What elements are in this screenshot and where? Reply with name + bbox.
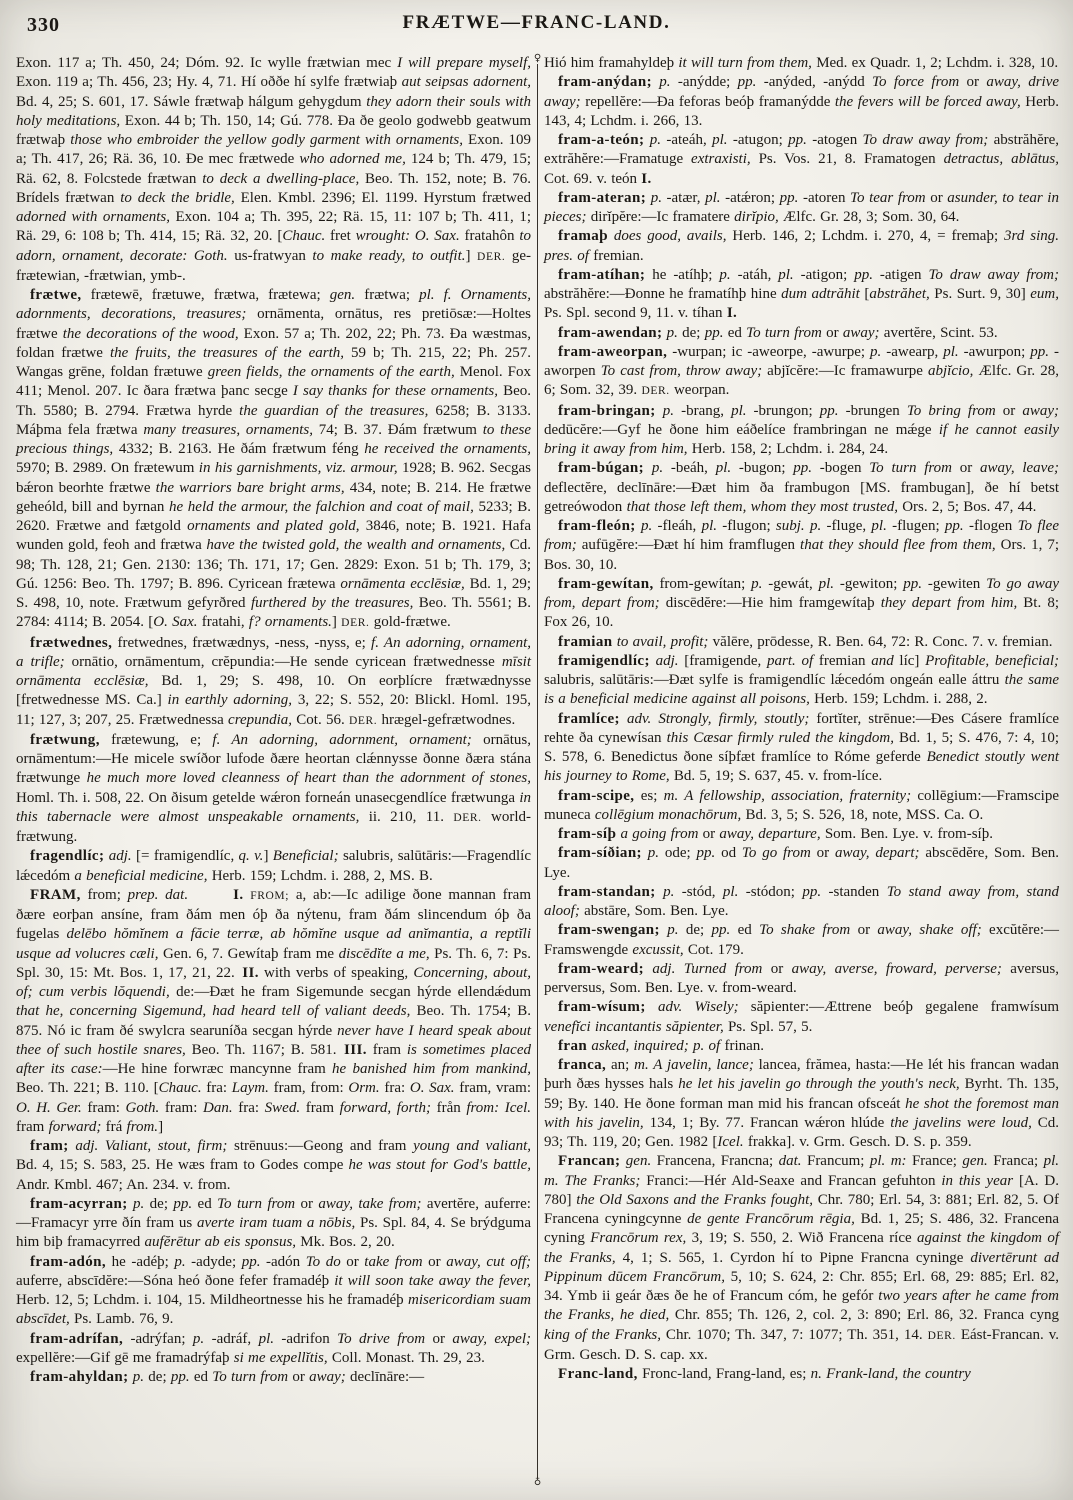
divider-ornament-bottom-icon: ♁ xyxy=(533,1477,542,1488)
divider-ornament-top-icon: ♀ xyxy=(533,53,542,64)
entry-fram-ahyldan-continued: Hió him framahyldeþ it will turn from them, Med. ex Quadr. 1, 2; Lchdm. i. 328, 10. xyxy=(544,55,1059,71)
entry-framian: framian to avail, profit; vălēre, prōdesse, R. Ben. 64, 72: R. Conc. 7. v. fremian. xyxy=(558,633,1053,650)
entry-fragendlic: fragendlíc; adj. [= framigendlíc, q. v.] Beneficial; salubris, salūtāris:—Fragendlíc lǽcedóm a beneficial medicine, Herb. 159; Lchdm. i. 288, 2, MS. B. xyxy=(16,848,531,884)
entry-framath: framaþ does good, avails, Herb. 146, 2; Lchdm. i. 270, 4, = fremaþ; 3rd sing. pres. of fremian. xyxy=(544,228,1059,264)
entry-fram-bringan: fram-bringan; p. -brang, pl. -brungon; pp. -brungen To bring from or away; dedūcĕre:—Gyf he ðone him eáðelíce frambringan ne mǽge if he cannot easily bring it away from him, Herb. 158, 2; Lchdm. i. 284, 24. xyxy=(544,402,1059,457)
entry-fram-gewitan: fram-gewítan, from-gewítan; p. -gewát, pl. -gewiton; pp. -gewiten To go away from, depart from; discēdĕre:—Hie him framgewítaþ they depart from him, Bt. 8; Fox 26, 10. xyxy=(544,575,1060,631)
entry-fram-sithian: fram-síðian; p. ode; pp. od To go from or away, depart; abscēdĕre, Som. Ben. Lye. xyxy=(544,845,1060,881)
entry-franc-land: Franc-land, Fronc-land, Frang-land, es; n. Frank-land, the country xyxy=(558,1366,971,1382)
entry-fram-sith: fram-síþ a going from or away, departure, Som. Ben. Lye. v. from-síþ. xyxy=(558,826,993,842)
right-column xyxy=(544,54,1059,1490)
page-number: 330 xyxy=(27,14,60,36)
entry-fraetwian-continued: Exon. 117 a; Th. 450, 24; Dóm. 92. Ic wylle frætwian mec I will prepare myself, Exon. 119 a; Th. 456, 23; Hy. 4, 71. Hí oððe hí sylfe frætwiaþ aut seipsas adornent, Bd. 4, 25; S. 601, 17. Sáwle frætwaþ hálgum gehygdum they adorn their souls with holy meditations, Exon. 44 b; Th. 150, 14; Gú. 778. Ða ðe geolo godwebb geatwum frætwaþ those who embroider the yellow godly garment with ornaments, Exon. 109 a; Th. 417, 26; Rä. 36, 10. Ðe mec frætwede who adorned me, 124 b; Th. 479, 15; Rä. 62, 8. Folcstede frætwan to deck a dwelling-place, Beo. Th. 152, note; B. 76. Brídels frætwan to deck the bridle, Elen. Kmbl. 2396; El. 1199. Hyrstum frætwed adorned with ornaments, Exon. 104 a; Th. 395, 22; Rä. 15, 11: 107 b; Th. 411, 1; Rä. 29, 6: 108 b; Th. 414, 15; Rä. 32, 20. [Chauc. fret wrought: O. Sax. fratahôn to adorn, ornament, decorate: Goth. us-fratwyan to make ready, to outfit.] DER. ge-frætewian, -frætwian, ymb-. xyxy=(16,55,532,284)
entry-francan: Francan; gen. Francena, Francna; dat. Francum; pl. m: France; gen. Franca; pl. m. The Franks; Franci:—Hér Ald-Seaxe and Francan gefuhton in this year [A. D. 780] the Old Saxons and the Franks fought, Chr. 780; Erl. 54, 3: 881; Erl. 82, 5. Of Francena cyningcynne de gente Francōrum rēgia, Bd. 1, 25; S. 486, 32. Francena cyning Francōrum rex, 3, 19; S. 550, 2. Wið Francena ríce against the kingdom of the Franks, 4, 1; S. 565, 1. Cyrdon hí to Pipne Francna cyninge divertērunt ad Pippinum dūcem Francōrum, 5, 10; S. 624, 2: Chr. 855; Erl. 68, 29: 885; Erl. 82, 34. Ymb ii geár ðæs ðe he of Francum cóm, he gefór two years after he came from the Franks, he died, Chr. 855; Th. 126, 2, col. 2, 3: 890; Erl. 86, 32. Franca cyng king of the Franks, Chr. 1070; Th. 347, 7: 1077; Th. 351, 14. DER. Eást-Francan. v. Grm. Gesch. D. S. cap. xx. xyxy=(544,1153,1060,1363)
entry-fram-adrifan: fram-adrífan, -adrýfan; p. -adráf, pl. -adrifon To drive from or away, expel; expellĕre:—Gif gē me framadrýfaþ si me expellĭtis, Coll. Monast. Th. 29, 23. xyxy=(16,1330,531,1366)
entry-framigendlic: framigendlíc; adj. [framigende, part. of fremian and líc] Profitable, beneficial; salubris, salūtāris:—Ðæt sylfe is framigendlíc lǽcedóm ongeán ealle áttru the same is a beneficial medicine against all poisons, Herb. 159; Lchdm. i. 288, 2. xyxy=(544,652,1059,708)
entry-fraetwung: frætwung, frætewung, e; f. An adorning, adornment, ornament; ornātus, ornāmentum:—He micele swíðor lufode ðære heortan clǽnnysse ðonne ðæra stána frætwunge he much more loved cleanness of heart than the adornment of stones, Homl. Th. i. 508, 22. On ðisum getelde wǽron forneán unasecgendlíce frætwunga in this tabernacle were almost unspeakable ornaments, ii. 210, 11. DER. world-frætwung. xyxy=(16,731,532,845)
entry-fram-prep: FRAM, from; prep. dat. I. FROM; a, ab:—Ic adilige ðone mannan fram ðære eorþan ansíne, fram ðám men óþ ða nýtenu, fram ðám slincendum óþ ða fugelas delēbo hŏmĭnem a făcie terræ, ab hŏmĭne usque ad anĭmantia, a reptĭli usque ad volucres cæli, Gen. 6, 7. Gewítaþ fram me discēdĭte a me, Ps. Th. 6, 7: Ps. Spl. 30, 15: Mt. Bos. 1, 17, 21, 22. II. with verbs of speaking, Concerning, about, of; cum verbis lŏquendi, de:—Ðæt he fram Sigemunde secgan hýrde ellendǽdum that he, concerning Sigemund, had heard tell of valiant deeds, Beo. Th. 1754; B. 875. Nó ic fram ðé swylcra searuníða secgan hýrde never have I heard speak about thee of such hostile snares, Beo. Th. 1167; B. 581. III. fram is sometimes placed after its case:—He hine forwræc mancynne fram he banished him from mankind, Beo. Th. 221; B. 110. [Chauc. fra: Laym. fram, from: Orm. fra: O. Sax. fram, vram: O. H. Ger. fram: Goth. fram: Dan. fra: Swed. fram forward, forth; från from: Icel. fram forward; frá from.] xyxy=(16,886,531,1135)
entry-fram-aweorpan: fram-aweorpan, -wurpan; ic -aweorpe, -awurpe; p. -awearp, pl. -awurpon; pp. -aworpen To cast from, throw away; abjĭcĕre:—Ic framawurpe abjĭcio, Ælfc. Gr. 28, 6; Som. 32, 39. DER. weorpan. xyxy=(544,343,1059,399)
page-body xyxy=(16,54,1059,1490)
divider-rule xyxy=(537,64,538,1478)
entry-fram-standan: fram-standan; p. -stód, pl. -stódon; pp. -standen To stand away from, stand aloof; abstāre, Som. Ben. Lye. xyxy=(544,883,1060,919)
entry-fram-fleon: fram-fleón; p. -fleáh, pl. -flugon; subj. p. -fluge, pl. -flugen; pp. -flogen To flee from; aufūgĕre:—Ðæt hí him framflugen that they should flee from them, Ors. 1, 7; Bos. 30, 10. xyxy=(544,518,1059,573)
left-column xyxy=(16,54,531,1490)
entry-fram-awendan: fram-awendan; p. de; pp. ed To turn from or away; avertĕre, Scint. 53. xyxy=(558,324,998,341)
entry-fram-wisum: fram-wísum; adv. Wisely; săpienter:—Ættrene beóþ gegalene framwísum venefĭci incantantis săpienter, Ps. Spl. 57, 5. xyxy=(544,999,1059,1035)
page-title: FRÆTWE—FRANC-LAND. xyxy=(402,12,671,33)
entry-franca: franca, an; m. A javelin, lance; lancea, frămea, hasta:—He lét his francan wadan þurh ðæs hysses hals he let his javelin go through the youth's neck, Byrht. Th. 135, 59; By. 140. He ðone forman man mid his francan ofsceát he shot the foremost man with his javelin, 134, 1; By. 77. Francan wǽron hlúde the javelins were loud, Cd. 93; Th. 119, 20; Gen. 1982 [Icel. frakka]. v. Grm. Gesch. D. S. p. 359. xyxy=(544,1057,1060,1150)
entry-fram-adon: fram-adón, he -adéþ; p. -adyde; pp. -adón To do or take from or away, cut off; auferre, abscīdĕre:—Sóna heó ðone fefer framadéþ it will soon take away the fever, Herb. 12, 5; Lchdm. i. 104, 15. Mildheortnesse his he framadéþ misericordiam suam abscīdet, Ps. Lamb. 76, 9. xyxy=(16,1253,532,1328)
entry-fraetwe: frætwe, frætewē, frætuwe, frætwa, frætewa; gen. frætwa; pl. f. Ornaments, adornments, decorations, treasures; ornāmenta, ornātus, res pretiōsæ:—Holtes frætwe the decorations of the wood, Exon. 57 a; Th. 202, 22; Ph. 73. Ða wæstmas, foldan frætwe the fruits, the treasures of the earth, 59 b; Th. 215, 22; Ph. 257. Wangas grēne, foldan frætuwe green fields, the ornaments of the earth, Menol. Fox 411; Menol. 207. Ic ðara frætwa þanc secge I say thanks for these ornaments, Beo. Th. 5580; B. 2794. Frætwa hyrde the guardian of the treasures, 6258; B. 3133. Máþma fela frætwa many treasures, ornaments, 74; B. 37. Ðám frætwum to these precious things, 4332; B. 2163. He ðám frætwum féng he received the ornaments, 5970; B. 2989. On frætewum in his garnishments, viz. armour, 1928; B. 962. Secgas bǽron beorhte frætwe the warriors bare bright arms, 434, note; B. 214. He frætwe geheóld, bill and byrnan he held the armour, the falchion and coat of mail, 5233; B. 2620. Frætwe and fætgold ornaments and plated gold, 3846, note; B. 1921. Hafa wunden gold, feoh and frætwa have the twisted gold, the wealth and ornaments, Cd. 98; Th. 128, 21; Gen. 2130: 136; Th. 171, 17; Gen. 2829: Exon. 51 b; Th. 179, 3; Gú. 1256: Beo. Th. 1797; B. 896. Cyricean frætewa ornāmenta ecclēsiæ, Bd. 1, 29; S. 498, 10, note. Frætwum gefyrðred furthered by the treasures, Beo. Th. 5561; B. 2784: 4114; B. 2054. [O. Sax. fratahi, f? ornaments.] DER. gold-frætwe. xyxy=(16,287,532,631)
entry-fram-bugan: fram-búgan; p. -beáh, pl. -bugon; pp. -bogen To turn from or away, leave; deflectĕre, declīnāre:—Ðæt him ða frambugon [MS. frambugan], ðe hí betst getreówodon that those left them, whom they most trusted, Ors. 2, 5; Bos. 47, 44. xyxy=(544,460,1059,515)
entry-fran: fran asked, inquired; p. of frinan. xyxy=(558,1037,765,1054)
entry-fram-ahyldan: fram-ahyldan; p. de; pp. ed To turn from or away; declīnāre:— xyxy=(30,1369,425,1385)
page-header xyxy=(0,12,1073,52)
entry-fram-scipe: fram-scipe, es; m. A fellowship, association, fraternity; collēgium:—Framscipe muneca collēgium monachōrum, Bd. 3, 5; S. 526, 18, note, MSS. Ca. O. xyxy=(544,787,1059,823)
entry-fram-anydan: fram-anýdan; p. -anýdde; pp. -anýded, -anýdd To force from or away, drive away; repellĕre:—Ða feforas beóþ framanýdde the fevers will be forced away, Herb. 143, 4; Lchdm. i. 266, 13. xyxy=(544,74,1060,129)
entry-fram-atihan: fram-atíhan; he -atíhþ; p. -atáh, pl. -atigon; pp. -atigen To draw away from; abstrăhĕre:—Ðonne he framatíhþ hine dum adtrăhit [abstrăhet, Ps. Surt. 9, 30] eum, Ps. Spl. second 9, 11. v. tíhan I. xyxy=(544,266,1059,322)
entry-fram-swengan: fram-swengan; p. de; pp. ed To shake from or away, shake off; excŭtĕre:—Framswengde excussit, Cot. 179. xyxy=(544,922,1060,958)
entry-fram-acyrran: fram-acyrran; p. de; pp. ed To turn from or away, take from; avertĕre, auferre:—Framacyr yrre ðín fram us averte iram tuam a nōbis, Ps. Spl. 84, 4. Se brýdguma him biþ framacyrred aufĕrētur ab eis sponsus, Mk. Bos. 2, 20. xyxy=(16,1195,531,1251)
entry-fram-ateran: fram-ateran; p. -atær, pl. -atǽron; pp. -atoren To tear from or asunder, to tear in pieces; dirĭpĕre:—Ic framatere dirĭpio, Ælfc. Gr. 28, 3; Som. 30, 64. xyxy=(544,189,1059,225)
entry-fraetwednes: frætwednes, fretwednes, frætwædnys, -ness, -nyss, e; f. An adorning, ornament, a trifle; ornātio, ornāmentum, crĕpundia:—He sende cyricean frætwednesse mīsit ornāmenta ecclēsiæ, Bd. 1, 29; S. 498, 10. On eorþlícre frætwædnysse [fretwednesse MS. Ca.] in earthly adorning, 3, 22; S. 552, 20: Blickl. Homl. 195, 11; 127, 3; 207, 25. Frætwednessa crepundia, Cot. 56. DER. hrægel-gefrætwodnes. xyxy=(16,634,531,728)
entry-fram-adj: fram; adj. Valiant, stout, firm; strēnuus:—Geong and fram young and valiant, Bd. 4, 15; S. 583, 25. He wæs fram to Godes compe he was stout for God's battle, Andr. Kmbl. 467; An. 234. v. from. xyxy=(16,1138,531,1193)
entry-fram-a-teon: fram-a-teón; p. -ateáh, pl. -atugon; pp. -atogen To draw away from; abstrăhĕre, extrăhĕre:—Framatuge extraxisti, Ps. Vos. 21, 8. Framatogen detractus, ablātus, Cot. 69. v. teón I. xyxy=(544,132,1060,187)
entry-fram-weard: fram-weard; adj. Turned from or away, averse, froward, perverse; aversus, perversus, Som. Ben. Lye. v. from-weard. xyxy=(544,960,1060,996)
entry-framlice: framlíce; adv. Strongly, firmly, stoutly; fortĭter, strēnue:—Ðes Cásere framlíce rehte ða cynewísan this Cæsar firmly ruled the kingdom, Bd. 1, 5; S. 476, 7: 4, 10; S. 578, 6. Benedictus ðone síþfæt framlíce to Róme geferde Benedict stoutly went his journey to Rome, Bd. 5, 19; S. 637, 45. v. from-líce. xyxy=(544,710,1059,785)
column-divider xyxy=(531,54,544,1490)
